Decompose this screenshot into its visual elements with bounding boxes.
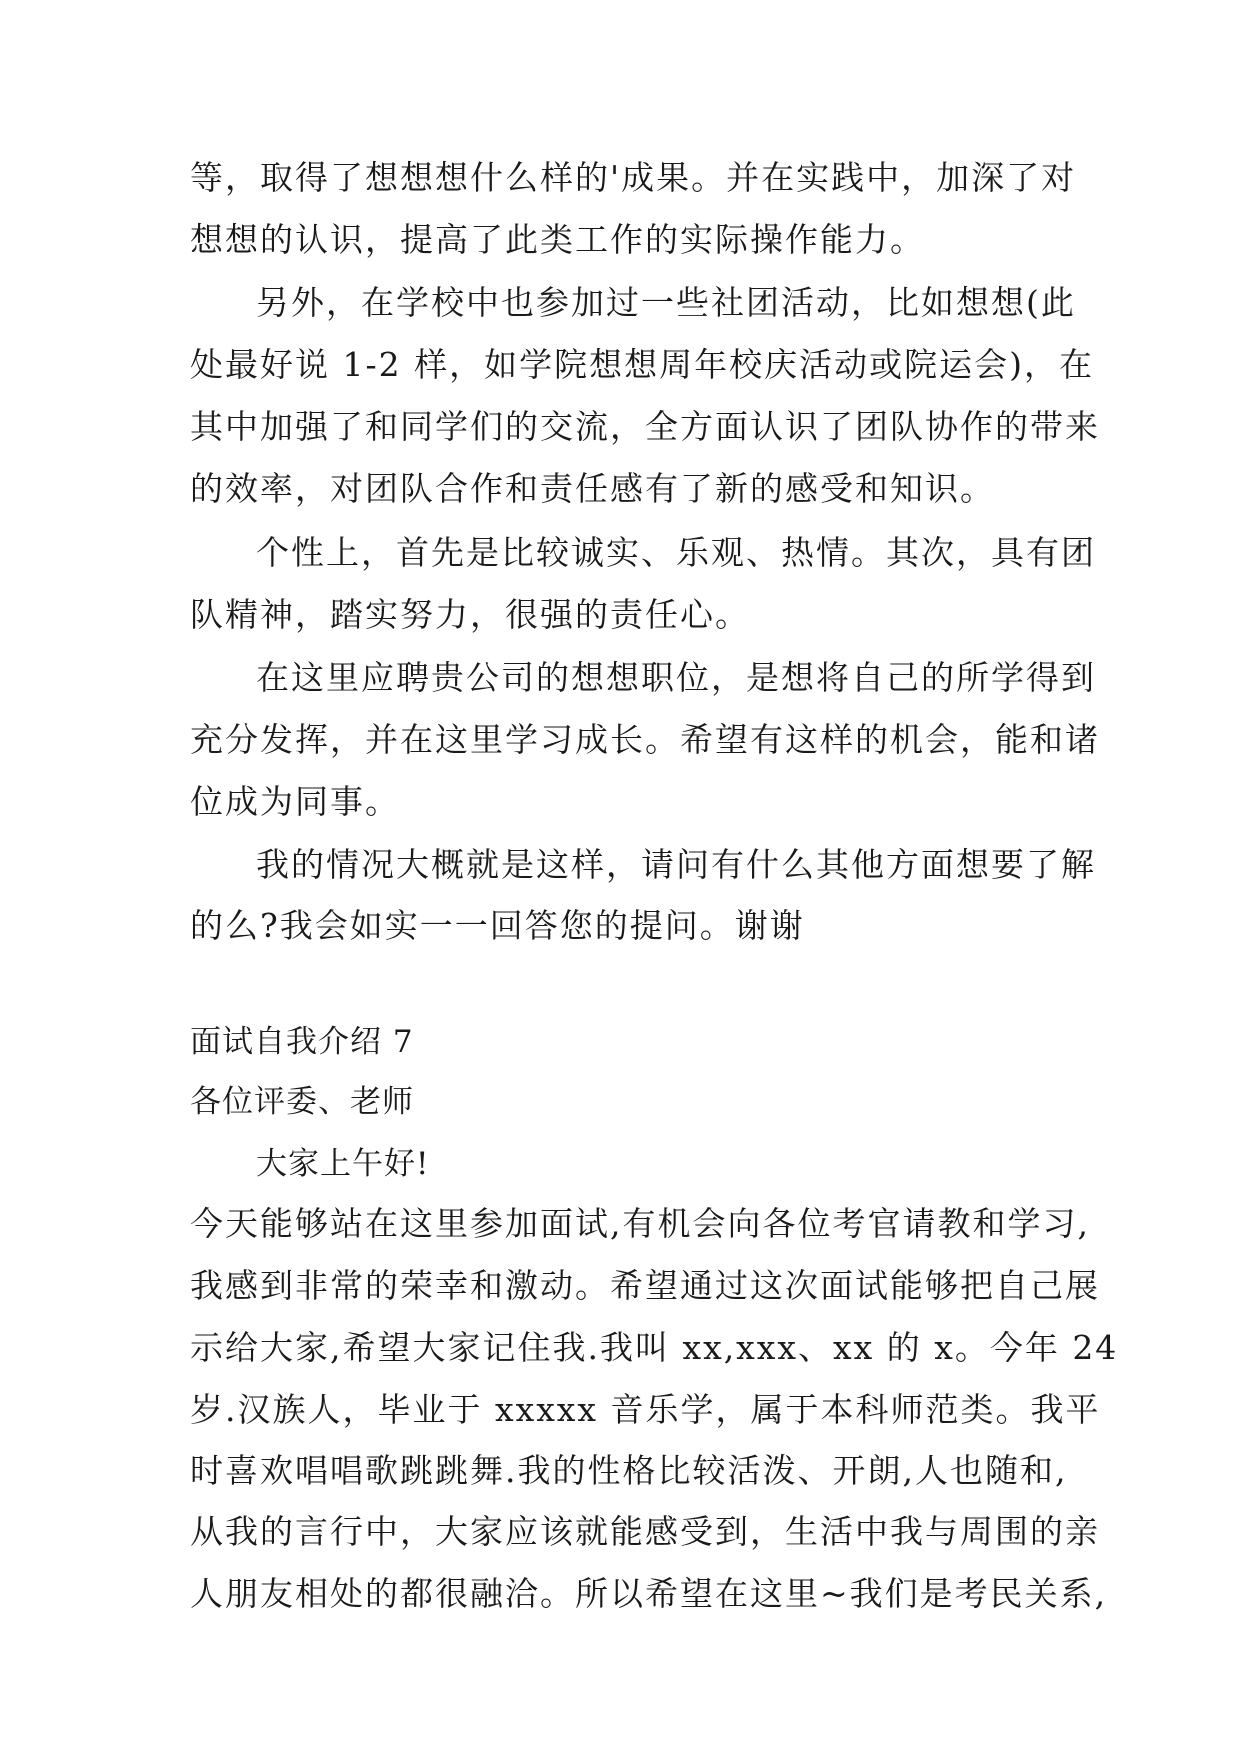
paragraph-line: 其中加强了和同学们的交流，全方面认识了团队协作的带来 bbox=[190, 407, 1100, 446]
paragraph-line: 时喜欢唱唱歌跳跳舞.我的性格比较活泼、开朗,人也随和, bbox=[190, 1451, 1068, 1490]
paragraph-line: 位成为同事。 bbox=[190, 782, 400, 821]
paragraph-line: 的效率，对团队合作和责任感有了新的感受和知识。 bbox=[190, 469, 995, 508]
paragraph-line: 我感到非常的荣幸和激动。希望通过这次面试能够把自己展 bbox=[190, 1266, 1100, 1305]
paragraph-line: 等，取得了想想想什么样的'成果。并在实践中，加深了对 bbox=[190, 158, 1077, 197]
paragraph-line: 从我的言行中，大家应该就能感受到，生活中我与周围的亲 bbox=[190, 1512, 1100, 1551]
paragraph-line: 今天能够站在这里参加面试,有机会向各位考官请教和学习, bbox=[190, 1204, 1090, 1243]
paragraph-line: 的么?我会如实一一回答您的提问。谢谢 bbox=[190, 906, 805, 945]
paragraph-line: 示给大家,希望大家记住我.我叫 xx,xxx、xx 的 x。今年 24 bbox=[190, 1328, 1119, 1367]
greeting: 大家上午好! bbox=[256, 1146, 430, 1182]
section-title: 面试自我介绍 7 bbox=[190, 1024, 414, 1060]
paragraph-line: 人朋友相处的都很融洽。所以希望在这里~我们是考民关系, bbox=[190, 1574, 1108, 1613]
paragraph-line: 我的情况大概就是这样，请问有什么其他方面想要了解 bbox=[256, 845, 1096, 884]
paragraph-line: 队精神，踏实努力，很强的责任心。 bbox=[190, 595, 750, 634]
paragraph-line: 处最好说 1-2 样，如学院想想周年校庆活动或院运会)，在 bbox=[190, 345, 1094, 384]
paragraph-line: 充分发挥，并在这里学习成长。希望有这样的机会，能和诸 bbox=[190, 720, 1100, 759]
paragraph-line: 岁.汉族人，毕业于 xxxxx 音乐学，属于本科师范类。我平 bbox=[190, 1390, 1101, 1429]
paragraph-line: 想想的认识，提高了此类工作的实际操作能力。 bbox=[190, 220, 925, 259]
paragraph-line: 在这里应聘贵公司的想想职位，是想将自己的所学得到 bbox=[256, 658, 1096, 697]
salutation: 各位评委、老师 bbox=[190, 1084, 414, 1120]
paragraph-line: 个性上，首先是比较诚实、乐观、热情。其次，具有团 bbox=[256, 533, 1096, 572]
paragraph-line: 另外，在学校中也参加过一些社团活动，比如想想(此 bbox=[256, 283, 1076, 322]
